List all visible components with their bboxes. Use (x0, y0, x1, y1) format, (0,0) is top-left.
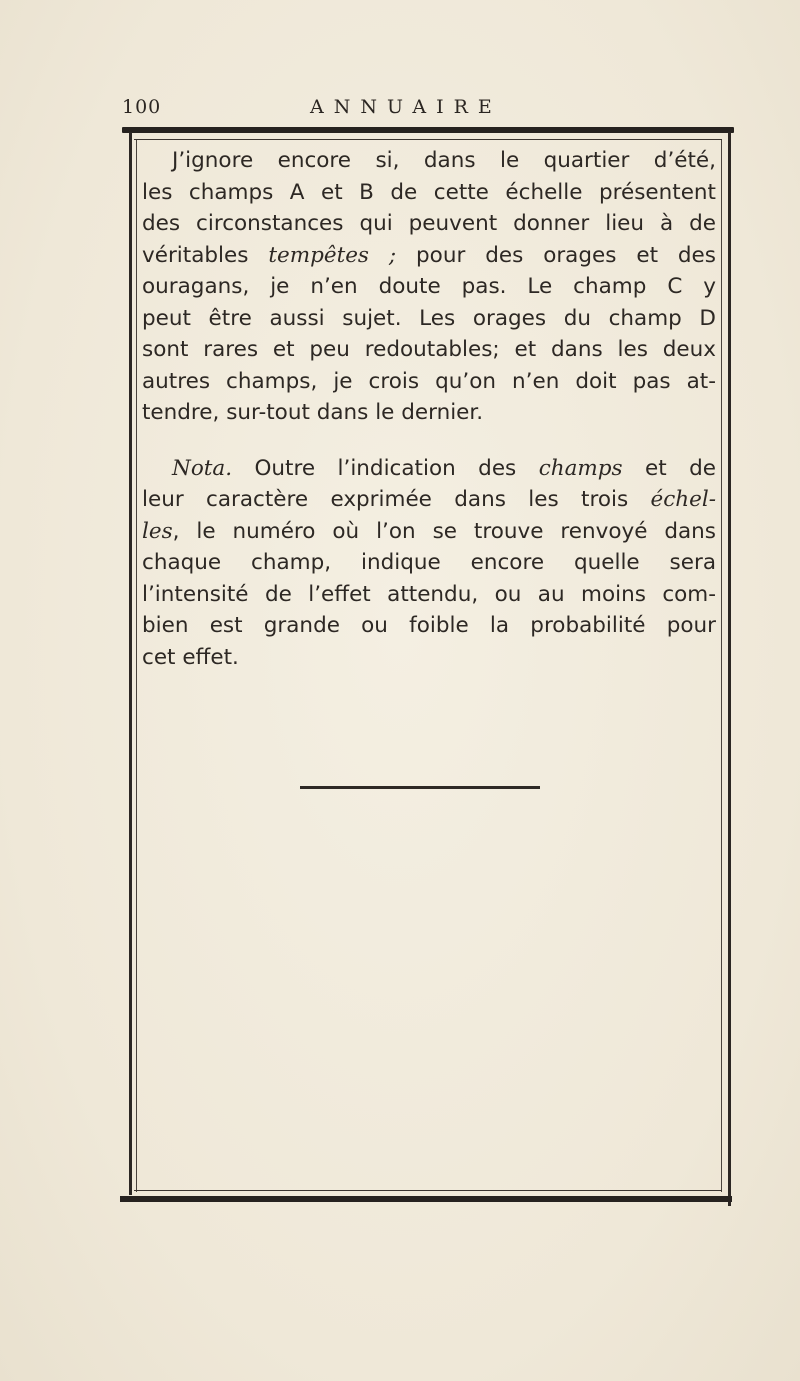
frame-right-rule (728, 132, 731, 1206)
running-title: ANNUAIRE (310, 96, 502, 118)
frame-right-inner-rule (721, 140, 722, 1192)
frame-top-rule (122, 127, 734, 133)
text-line: tendre, sur-tout dans le dernier. (142, 400, 484, 425)
text-line: les, le numéro où l’on se trouve renvoyé dans (142, 518, 716, 544)
frame-bottom-rule (120, 1196, 732, 1202)
text-line: chaque champ, indique encore quelle sera (142, 550, 716, 575)
paragraph-2 (142, 453, 716, 674)
text-line: des circonstances qui peuvent donner lieu à de (142, 211, 716, 236)
frame-left-rule (129, 132, 132, 1195)
text-line: sont rares et peu redoutables; et dans les deux (142, 337, 716, 362)
body-text (142, 145, 716, 673)
italic-term: champs (538, 455, 623, 481)
frame-bottom-inner-rule (134, 1190, 722, 1191)
text-line: bien est grande ou foible la probabilité pour (142, 613, 716, 638)
text-line: Nota. Outre l’indication des champs et de (172, 455, 716, 481)
text-line: autres champs, je crois qu’on n’en doit pas at- (142, 368, 716, 394)
text-line: peut être aussi sujet. Les orages du champ D (142, 305, 716, 331)
text-line: J’ignore encore si, dans le quartier d’été, (172, 148, 716, 173)
text-line: l’intensité de l’effet attendu, ou au moins com- (142, 581, 716, 607)
text-line: cet effet. (142, 644, 239, 670)
page-number: 100 (122, 96, 162, 118)
paragraph-1 (142, 145, 716, 429)
text-line: ouragans, je n’en doute pas. Le champ C y (142, 274, 716, 299)
italic-term: tempêtes ; (268, 242, 397, 268)
text-line: véritables tempêtes ; pour des orages et des (142, 242, 716, 268)
italic-term: Nota. (172, 455, 233, 481)
text-line: leur caractère exprimée dans les trois échel- (142, 487, 716, 512)
running-head (118, 96, 738, 126)
italic-term: échel- (650, 487, 716, 512)
section-divider-rule (300, 786, 540, 789)
frame-top-inner-rule (134, 139, 722, 140)
frame-left-inner-rule (136, 140, 137, 1192)
text-line: les champs A et B de cette échelle présentent (142, 179, 716, 205)
italic-term: les (142, 518, 173, 544)
